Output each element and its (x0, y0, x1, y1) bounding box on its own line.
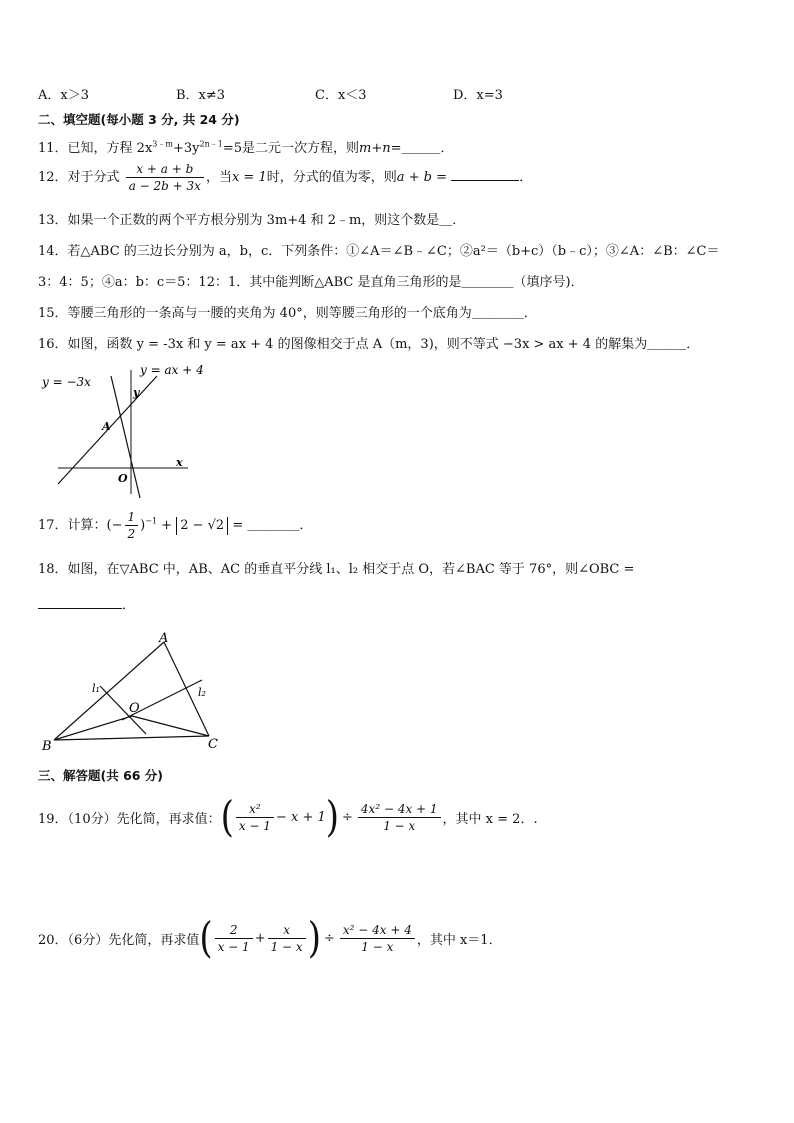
option-b: B．x≠3 (176, 88, 226, 103)
section-title: 三、解答题(共 66 分) (38, 768, 164, 783)
segment-ob (54, 716, 132, 740)
option-c: C．x＜3 (315, 88, 367, 103)
answer-blank (38, 596, 122, 609)
point-a-label: A (102, 420, 111, 433)
question-14-line1: 14．若△ABC 的三边长分别为 a，b，c．下列条件：①∠A＝∠B﹣∠C；②a²＝（b+c）（b﹣c）；③∠A：∠B：∠C＝ (38, 244, 720, 259)
question-19: 19．（10分）先化简，再求值： ( $\frac{\text{x²}}{x - 1}$ − x + 1 ) ÷ $\frac{\text{4x² − 4x + 1}}{1 - x}$ ，其中 x = 2．. (38, 792, 538, 842)
question-18-line1: 18．如图，在▽ABC 中，AB、AC 的垂直平分线 l₁、l₂ 相交于点 O，若∠BAC 等于 76°，则∠OBC = (38, 562, 635, 577)
question-11: 11．已知，方程 $2x^{3﹣m}+3y^{2n﹣1}=5$是二元一次方程，则m+n=＿＿＿． (38, 139, 454, 156)
segment-oc (132, 716, 209, 736)
l2-label: l₂ (198, 686, 206, 699)
origin-label: O (118, 472, 128, 485)
option-d: D．x=3 (453, 88, 503, 103)
question-14-line2: 3：4：5；④a：b：c＝5：12：1．其中能判断△ABC 是直角三角形的是＿＿＿＿（填序号)． (38, 275, 584, 290)
vertex-c-label: C (208, 737, 218, 752)
side-ab (54, 642, 164, 740)
vertex-a-label: A (159, 631, 169, 646)
question-15: 15．等腰三角形的一条高与一腰的夹角为 40°，则等腰三角形的一个底角为＿＿＿＿． (38, 306, 537, 321)
option-a: A．x＞3 (38, 88, 89, 103)
fraction: $\frac{x + a + b}{a - 2b + 3x}$ (126, 162, 204, 193)
question-18-line2: ． (38, 594, 135, 613)
l1-label: l₁ (92, 682, 100, 695)
axis-x-label: x (176, 456, 183, 469)
q16-graph-figure (36, 358, 206, 504)
label-y-ax4: y = ax + 4 (140, 363, 204, 377)
section-title: 二、填空题(每小题 3 分, 共 24 分) (38, 112, 240, 127)
question-20: 20．（6分）先化简，再求值 ( $\frac{2}{x - 1}$ + $\frac{x}{1 - x}$ ) ÷ $\frac{\text{x² − 4x + 4}}{1 - x}$ ，其中 x＝1． (38, 913, 502, 963)
question-16: 16．如图，函数 y = -3x 和 y = ax + 4 的图像相交于点 A（m，3)，则不等式 −3x > ax + 4 的解集为＿＿＿． (38, 337, 700, 352)
side-bc (54, 736, 209, 740)
vertex-b-label: B (42, 739, 52, 754)
point-o-label: O (129, 701, 140, 716)
absolute-value: 2 − √2 (176, 517, 228, 535)
question-12: 12．对于分式 $\frac{x + a + b}{a - 2b + 3x}$ ，当x = 1时，分式的值为零，则a + b = ． (38, 162, 533, 193)
q18-triangle-figure (36, 628, 236, 754)
label-y-neg3x: y = −3x (42, 375, 91, 389)
answer-blank (451, 168, 519, 181)
question-17: 17．计算：(− $\frac{1}{2}$ )$^{-1}$ + 2 − √2 = ＿＿＿＿． (38, 510, 313, 541)
question-13: 13．如果一个正数的两个平方根分别为 3m+4 和 2﹣m，则这个数是＿． (38, 213, 466, 228)
axis-y-label: y (133, 386, 140, 399)
